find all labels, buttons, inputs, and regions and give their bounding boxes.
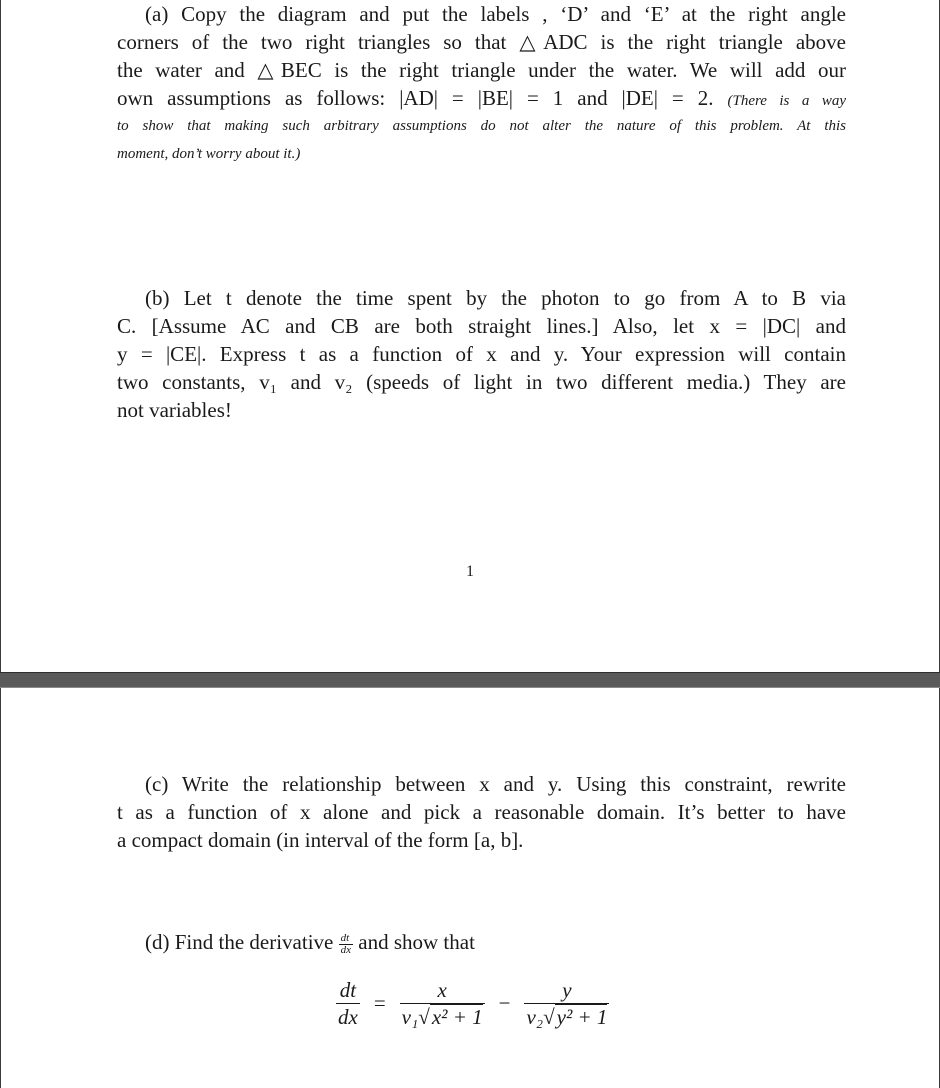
part-b-line-3: y = |CE|. Express t as a function of x and y. Your expression will contain	[117, 342, 846, 366]
part-b-line-1: (b) Let t denote the time spent by the photon to go from A to B via	[145, 286, 846, 310]
page-separator	[0, 672, 940, 688]
minus-sign: −	[498, 990, 511, 1015]
part-d-trail: and show that	[358, 930, 475, 954]
part-a-line-2: corners of the two right triangles so that △ADC is the right triangle above	[117, 30, 846, 54]
term2-coef: v₂	[526, 1004, 544, 1029]
inline-frac-num: dt	[339, 933, 353, 945]
lhs-fraction	[336, 977, 360, 1030]
lhs-num: dt	[336, 977, 360, 1004]
term1-coef: v₁	[401, 1004, 419, 1029]
part-d-lead: (d) Find the derivative	[145, 930, 334, 954]
term2-radical-icon: √	[543, 1004, 555, 1029]
inline-frac-den: dx	[340, 943, 352, 956]
part-c-line-2: t as a function of x alone and pick a reasonable domain. It’s better to have	[117, 800, 846, 824]
part-b-line-4: two constants, v₁ and v₂ (speeds of light in two different media.) They are	[117, 370, 846, 394]
term2-num: y	[524, 977, 609, 1004]
part-a-line-4-note: (There is a way	[727, 93, 847, 109]
term2-radicand: y² + 1	[556, 1004, 608, 1029]
part-a-line-5: to show that making such arbitrary assumptions do not alter the nature of this problem. At this	[117, 118, 846, 134]
part-a-line-3: the water and △BEC is the right triangle under the water. We will add our	[117, 58, 846, 82]
part-b-line-5: not variables!	[117, 398, 232, 422]
term1-den	[400, 1004, 485, 1030]
lhs-den: dx	[338, 1004, 358, 1029]
part-d-paragraph	[117, 928, 846, 956]
term1-radicand: x² + 1	[431, 1004, 483, 1029]
part-c-line-3: a compact domain (in interval of the form [a, b].	[117, 828, 524, 852]
part-a-line-6: moment, don’t worry about it.)	[117, 146, 301, 162]
inline-derivative-fraction	[339, 933, 353, 956]
term1-num: x	[400, 977, 485, 1004]
term2-den	[524, 1004, 609, 1030]
derivative-equation	[336, 973, 609, 1033]
part-a-line-1: (a) Copy the diagram and put the labels , ‘D’ and ‘E’ at the right angle	[145, 2, 846, 26]
part-a-line-4-text: own assumptions as follows: |AD| = |BE| = 1 and |DE| = 2.	[117, 86, 714, 110]
part-c-paragraph	[117, 770, 846, 854]
equals-sign: =	[373, 990, 386, 1015]
part-a-paragraph	[117, 0, 846, 168]
part-a-line-4	[117, 84, 846, 112]
part-c-line-1: (c) Write the relationship between x and y. Using this constraint, rewrite	[145, 772, 846, 796]
page-number: 1	[466, 563, 474, 580]
term1-fraction	[400, 977, 485, 1030]
part-b-line-2: C. [Assume AC and CB are both straight lines.] Also, let x = |DC| and	[117, 314, 846, 338]
term1-radical-icon: √	[418, 1004, 430, 1029]
part-b-paragraph	[117, 284, 846, 424]
part-d-line-1	[117, 928, 846, 956]
term2-fraction	[524, 977, 609, 1030]
